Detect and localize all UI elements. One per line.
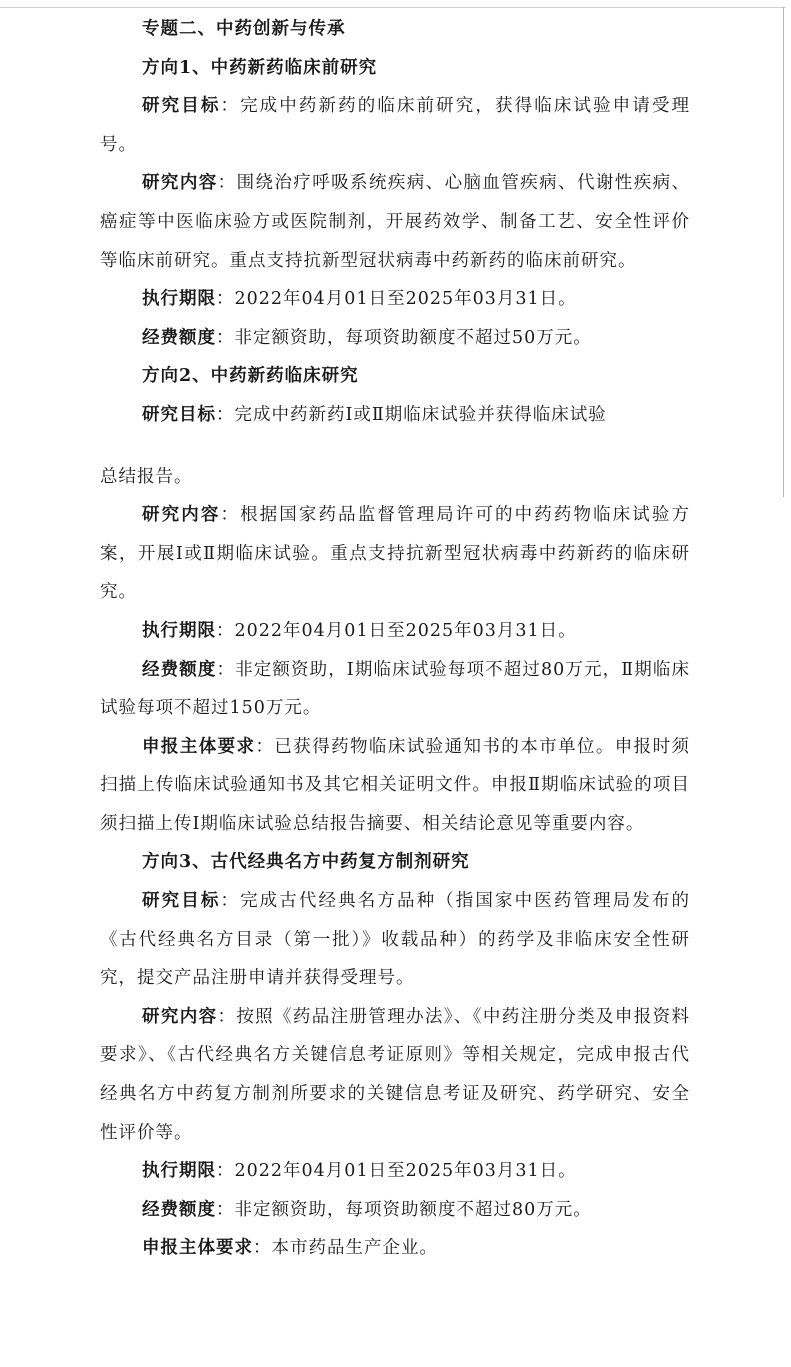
direction-1-period bbox=[100, 280, 690, 319]
page-break-gap bbox=[100, 435, 690, 458]
direction-2-funding bbox=[100, 651, 690, 728]
period-label: 执行期限 bbox=[142, 289, 216, 310]
content-text: ：根据国家药品监督管理局许可的中药药物临床试验方案，开展Ⅰ或Ⅱ期临床试验。重点支持抗新型冠状病毒中药新药的临床研究。 bbox=[100, 505, 691, 603]
requirement-text: ：本市药品生产企业。 bbox=[253, 1238, 438, 1259]
content-label: 研究内容 bbox=[142, 1006, 218, 1027]
requirement-label: 申报主体要求 bbox=[142, 736, 256, 757]
direction-1-content bbox=[100, 164, 690, 280]
funding-label: 经费额度 bbox=[142, 327, 216, 348]
goal-text: ：完成中药新药Ⅰ或Ⅱ期临床试验并获得临床试验 bbox=[216, 404, 607, 425]
direction-2-goal-continued: 总结报告。 bbox=[100, 466, 193, 487]
funding-text: ：非定额资助，每项资助额度不超过80万元。 bbox=[216, 1199, 592, 1220]
funding-text: ：非定额资助，每项资助额度不超过50万元。 bbox=[216, 327, 592, 348]
period-label: 执行期限 bbox=[142, 620, 216, 641]
direction-2-requirement bbox=[100, 728, 690, 844]
content-label: 研究内容 bbox=[142, 173, 218, 194]
requirement-text: ：已获得药物临床试验通知书的本市单位。申报时须扫描上传临床试验通知书及其它相关证明文件。申报Ⅱ期临床试验的项目须扫描上传Ⅰ期临床试验总结报告摘要、相关结论意见等重要内容。 bbox=[100, 736, 691, 834]
goal-label: 研究目标 bbox=[142, 96, 221, 117]
funding-label: 经费额度 bbox=[142, 1199, 216, 1220]
page-top-border bbox=[0, 7, 786, 8]
direction-2-heading: 方向2、中药新药临床研究 bbox=[142, 366, 359, 387]
goal-label: 研究目标 bbox=[142, 891, 221, 912]
direction-3-content bbox=[100, 998, 690, 1152]
direction-3-requirement bbox=[100, 1229, 690, 1268]
period-text: ：2022年04月01日至2025年03月31日。 bbox=[216, 1161, 577, 1182]
direction-2-content bbox=[100, 496, 690, 612]
direction-3-goal bbox=[100, 882, 690, 998]
direction-3-funding bbox=[100, 1191, 690, 1230]
topic-heading: 专题二、中药创新与传承 bbox=[142, 19, 346, 39]
goal-text: ：完成中药新药的临床前研究，获得临床试验申请受理号。 bbox=[100, 96, 691, 155]
direction-1-goal bbox=[100, 87, 690, 164]
funding-text: ：非定额资助，Ⅰ期临床试验每项不超过80万元，Ⅱ期临床试验每项不超过150万元。 bbox=[100, 659, 691, 719]
period-text: ：2022年04月01日至2025年03月31日。 bbox=[216, 289, 577, 310]
period-text: ：2022年04月01日至2025年03月31日。 bbox=[216, 620, 577, 641]
goal-label: 研究目标 bbox=[142, 404, 216, 425]
period-label: 执行期限 bbox=[142, 1161, 216, 1182]
content-text: ：按照《药品注册管理办法》、《中药注册分类及申报资料要求》、《古代经典名方关键信息考证原则》等相关规定，完成申报古代经典名方中药复方制剂所要求的关键信息考证及研究、药学研究、安全性评价等。 bbox=[100, 1006, 691, 1143]
content-text: ：围绕治疗呼吸系统疾病、心脑血管疾病、代谢性疾病、癌症等中医临床验方或医院制剂，开展药效学、制备工艺、安全性评价等临床前研究。重点支持抗新型冠状病毒中药新药的临床前研究。 bbox=[100, 173, 691, 271]
direction-2-goal bbox=[100, 396, 690, 435]
direction-1-heading: 方向1、中药新药临床前研究 bbox=[142, 57, 378, 78]
direction-3-period bbox=[100, 1152, 690, 1191]
document-body bbox=[100, 10, 690, 1268]
direction-1-funding bbox=[100, 319, 690, 358]
funding-label: 经费额度 bbox=[142, 659, 217, 680]
direction-3-heading: 方向3、古代经典名方中药复方制剂研究 bbox=[142, 852, 470, 873]
goal-text: ：完成古代经典名方品种（指国家中医药管理局发布的《古代经典名方目录（第一批）》收载品种）的药学及非临床安全性研究，提交产品注册申请并获得受理号。 bbox=[100, 891, 691, 989]
direction-2-period bbox=[100, 612, 690, 651]
page-right-border bbox=[783, 7, 784, 497]
content-label: 研究内容 bbox=[142, 505, 221, 526]
requirement-label: 申报主体要求 bbox=[142, 1238, 253, 1259]
